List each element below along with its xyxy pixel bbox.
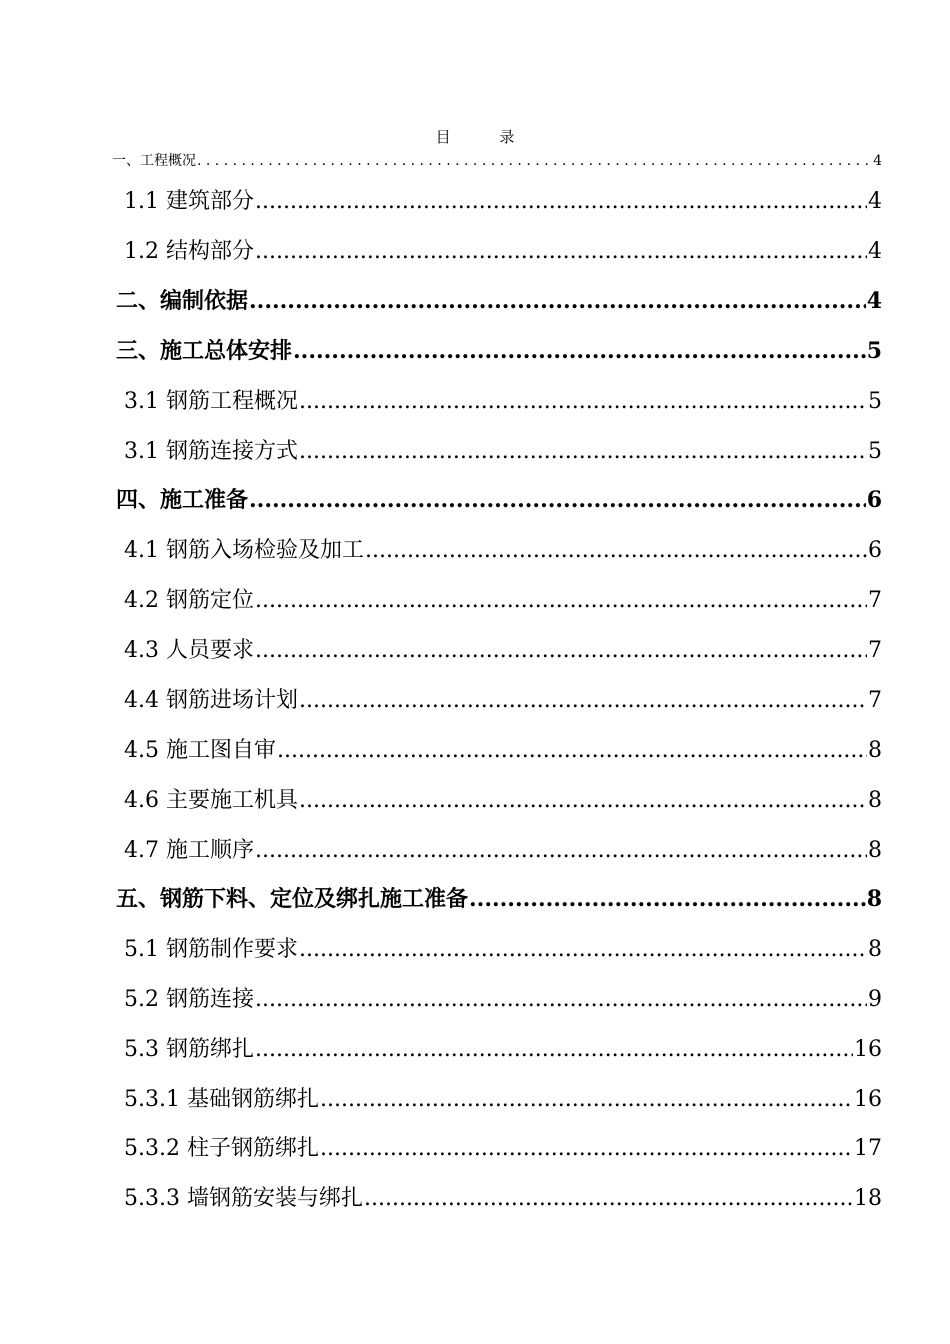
toc-entry[interactable] xyxy=(124,733,882,764)
toc-leader xyxy=(365,538,867,563)
toc-entry-label: 5.2 钢筋连接 xyxy=(124,987,254,1012)
toc-entry-page: 7 xyxy=(868,638,882,663)
toc-entry-label: 5.3.2 柱子钢筋绑扎 xyxy=(124,1136,319,1161)
toc-entry-label: 五、钢筋下料、定位及绑扎施工准备 xyxy=(116,886,469,912)
toc-entry[interactable] xyxy=(124,583,882,614)
toc-entry-page: 7 xyxy=(868,688,882,713)
toc-leader xyxy=(255,1037,853,1062)
toc-entry[interactable] xyxy=(116,882,882,913)
toc-leader xyxy=(255,838,867,863)
toc-entry-label: 4.7 施工顺序 xyxy=(124,838,254,863)
toc-entry[interactable] xyxy=(124,683,882,714)
toc-entry-label: 二、编制依据 xyxy=(116,288,249,314)
toc-leader xyxy=(277,738,867,763)
toc-leader xyxy=(299,788,867,813)
toc-entry-page: 4 xyxy=(873,153,882,169)
toc-entry-label: 4.5 施工图自审 xyxy=(124,738,276,763)
toc-entry-label: 三、施工总体安排 xyxy=(116,338,293,364)
toc-leader xyxy=(197,153,872,169)
toc-entry[interactable] xyxy=(124,184,882,215)
toc-entry-page: 18 xyxy=(854,1186,882,1211)
toc-entry-label: 一、工程概况 xyxy=(112,153,196,169)
toc-leader xyxy=(255,239,867,264)
toc-entry-label: 4.6 主要施工机具 xyxy=(124,788,298,813)
toc-leader xyxy=(255,638,867,663)
toc-leader xyxy=(249,288,866,314)
toc-entry-label: 5.1 钢筋制作要求 xyxy=(124,937,298,962)
toc-leader xyxy=(293,338,866,364)
toc-entry-page: 8 xyxy=(868,738,882,763)
toc-entry[interactable] xyxy=(124,434,882,465)
toc-entry[interactable] xyxy=(124,1131,882,1162)
toc-entry-page: 6 xyxy=(866,487,882,513)
toc-entry-page: 7 xyxy=(868,588,882,613)
toc-entry[interactable] xyxy=(124,1181,882,1212)
toc-entry-label: 四、施工准备 xyxy=(116,487,249,513)
toc-entry-label: 4.2 钢筋定位 xyxy=(124,588,254,613)
toc-leader xyxy=(299,688,867,713)
toc-leader xyxy=(299,389,867,414)
toc-entry-label: 4.3 人员要求 xyxy=(124,638,254,663)
toc-leader xyxy=(255,189,867,214)
toc-entry-label: 1.1 建筑部分 xyxy=(124,189,254,214)
toc-entry-page: 17 xyxy=(854,1136,882,1161)
toc-entry-page: 16 xyxy=(854,1087,882,1112)
toc-entry[interactable] xyxy=(124,533,882,564)
toc-entry[interactable] xyxy=(112,150,882,170)
toc-entry-label: 5.3.3 墙钢筋安装与绑扎 xyxy=(124,1186,363,1211)
toc-leader xyxy=(469,886,866,912)
toc-title: 目 录 xyxy=(435,128,537,146)
toc-entry-label: 5.3.1 基础钢筋绑扎 xyxy=(124,1087,319,1112)
toc-entry[interactable] xyxy=(124,234,882,265)
toc-entry[interactable] xyxy=(124,1032,882,1063)
toc-entry[interactable] xyxy=(124,833,882,864)
toc-entry[interactable] xyxy=(124,932,882,963)
toc-entry-page: 4 xyxy=(866,288,882,314)
toc-entry[interactable] xyxy=(124,982,882,1013)
toc-leader xyxy=(255,987,867,1012)
toc-entry-page: 9 xyxy=(868,987,882,1012)
toc-entry[interactable] xyxy=(124,783,882,814)
toc-entry-page: 4 xyxy=(868,189,882,214)
toc-entry-page: 16 xyxy=(854,1037,882,1062)
toc-entry-label: 1.2 结构部分 xyxy=(124,239,254,264)
toc-leader xyxy=(299,439,867,464)
toc-entry[interactable] xyxy=(116,334,882,365)
toc-entry-page: 8 xyxy=(868,838,882,863)
toc-entry-page: 4 xyxy=(868,239,882,264)
toc-entry-page: 5 xyxy=(868,439,882,464)
toc-leader xyxy=(299,937,867,962)
toc-entry-page: 5 xyxy=(866,338,882,364)
toc-leader xyxy=(320,1087,853,1112)
toc-entry-label: 5.3 钢筋绑扎 xyxy=(124,1037,254,1062)
toc-leader xyxy=(255,588,867,613)
toc-entry-page: 6 xyxy=(868,538,882,563)
toc-entry-label: 3.1 钢筋连接方式 xyxy=(124,439,298,464)
toc-entry[interactable] xyxy=(116,483,882,514)
toc-leader xyxy=(364,1186,853,1211)
toc-entry-page: 8 xyxy=(866,886,882,912)
toc-entry[interactable] xyxy=(116,284,882,315)
toc-entry[interactable] xyxy=(124,384,882,415)
toc-entry-page: 8 xyxy=(868,937,882,962)
toc-leader xyxy=(249,487,866,513)
toc-entry-label: 3.1 钢筋工程概况 xyxy=(124,389,298,414)
toc-entry-page: 5 xyxy=(868,389,882,414)
toc-entry-label: 4.4 钢筋进场计划 xyxy=(124,688,298,713)
toc-entry-page: 8 xyxy=(868,788,882,813)
toc-leader xyxy=(320,1136,853,1161)
toc-entry-label: 4.1 钢筋入场检验及加工 xyxy=(124,538,364,563)
toc-entry[interactable] xyxy=(124,633,882,664)
toc-entry[interactable] xyxy=(124,1082,882,1113)
